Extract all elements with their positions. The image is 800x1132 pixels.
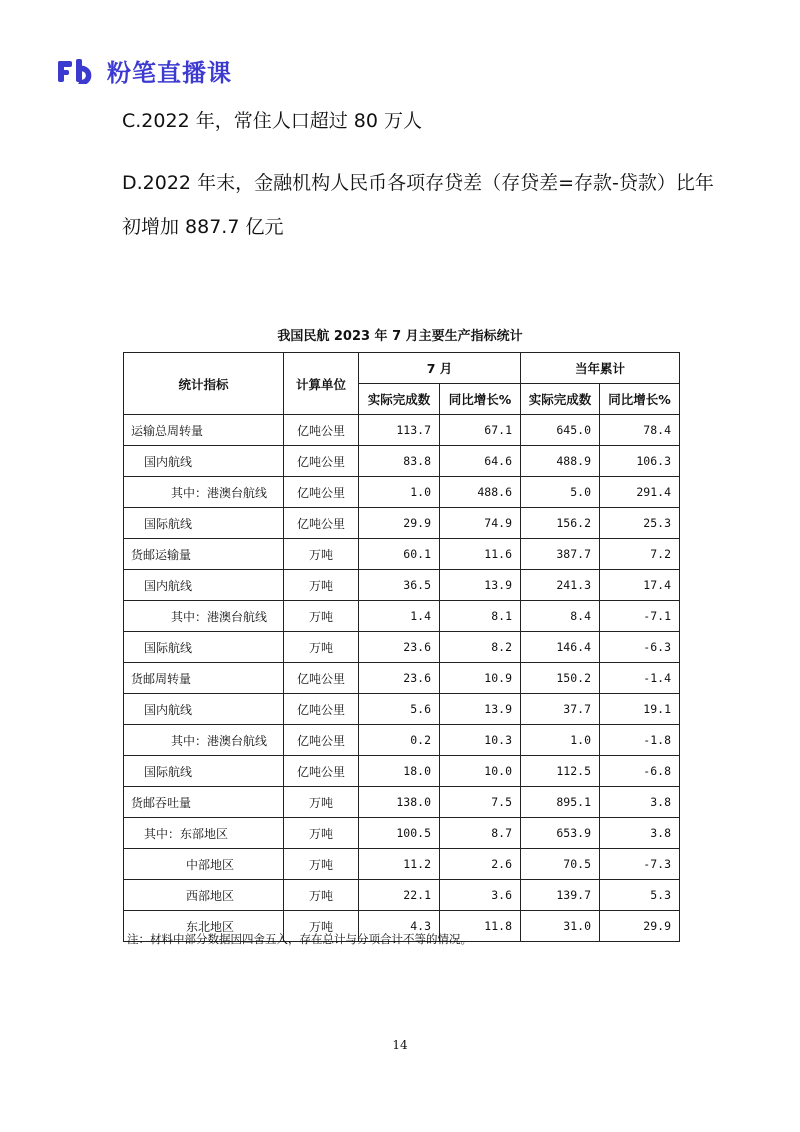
row-label: 其中：东部地区 <box>124 818 284 849</box>
cell-month-actual: 23.6 <box>359 632 440 663</box>
cell-ytd-yoy: 5.3 <box>600 880 680 911</box>
table-row <box>124 539 680 570</box>
row-unit: 万吨 <box>284 849 359 880</box>
cell-ytd-yoy: 7.2 <box>600 539 680 570</box>
cell-ytd-actual: 150.2 <box>521 663 600 694</box>
row-label: 其中：港澳台航线 <box>124 725 284 756</box>
cell-month-yoy: 488.6 <box>440 477 521 508</box>
cell-month-actual: 113.7 <box>359 415 440 446</box>
table-row <box>124 787 680 818</box>
cell-month-actual: 11.2 <box>359 849 440 880</box>
cell-ytd-yoy: 78.4 <box>600 415 680 446</box>
header-july-actual: 实际完成数 <box>359 384 440 415</box>
row-label: 中部地区 <box>124 849 284 880</box>
cell-month-yoy: 13.9 <box>440 570 521 601</box>
row-unit: 亿吨公里 <box>284 446 359 477</box>
row-unit: 亿吨公里 <box>284 477 359 508</box>
cell-month-yoy: 13.9 <box>440 694 521 725</box>
cell-ytd-yoy: 19.1 <box>600 694 680 725</box>
table-row <box>124 508 680 539</box>
cell-month-yoy: 11.8 <box>440 911 521 942</box>
cell-month-yoy: 74.9 <box>440 508 521 539</box>
table-title: 我国民航 2023 年 7 月主要生产指标统计 <box>277 329 523 344</box>
cell-month-actual: 60.1 <box>359 539 440 570</box>
cell-ytd-yoy: -7.3 <box>600 849 680 880</box>
row-unit: 亿吨公里 <box>284 756 359 787</box>
row-label: 货邮吞吐量 <box>124 787 284 818</box>
row-label: 运输总周转量 <box>124 415 284 446</box>
cell-month-actual: 36.5 <box>359 570 440 601</box>
table-row <box>124 415 680 446</box>
option-c: C.2022 年，常住人口超过 80 万人 <box>122 110 422 132</box>
row-unit: 万吨 <box>284 539 359 570</box>
cell-ytd-actual: 653.9 <box>521 818 600 849</box>
cell-month-actual: 1.0 <box>359 477 440 508</box>
option-d-line1: D.2022 年末，金融机构人民币各项存贷差（存贷差=存款-贷款）比年 <box>122 172 714 194</box>
brand-logo <box>57 53 232 88</box>
cell-month-actual: 0.2 <box>359 725 440 756</box>
cell-ytd-actual: 112.5 <box>521 756 600 787</box>
cell-ytd-actual: 895.1 <box>521 787 600 818</box>
cell-month-yoy: 3.6 <box>440 880 521 911</box>
cell-ytd-actual: 70.5 <box>521 849 600 880</box>
row-unit: 亿吨公里 <box>284 415 359 446</box>
cell-ytd-actual: 156.2 <box>521 508 600 539</box>
cell-month-actual: 4.3 <box>359 911 440 942</box>
table-row <box>124 477 680 508</box>
cell-month-actual: 5.6 <box>359 694 440 725</box>
cell-ytd-yoy: 25.3 <box>600 508 680 539</box>
table-row <box>124 601 680 632</box>
header-july-yoy: 同比增长% <box>440 384 521 415</box>
cell-month-actual: 23.6 <box>359 663 440 694</box>
cell-ytd-yoy: -6.8 <box>600 756 680 787</box>
fb-logo-icon <box>57 58 99 84</box>
row-unit: 万吨 <box>284 818 359 849</box>
cell-ytd-yoy: -1.8 <box>600 725 680 756</box>
header-july: 7 月 <box>359 353 521 384</box>
cell-ytd-actual: 8.4 <box>521 601 600 632</box>
cell-ytd-actual: 1.0 <box>521 725 600 756</box>
table-row <box>124 818 680 849</box>
header-indicator: 统计指标 <box>124 353 284 415</box>
cell-ytd-yoy: -7.1 <box>600 601 680 632</box>
table-row <box>124 570 680 601</box>
header-ytd-yoy: 同比增长% <box>600 384 680 415</box>
row-unit: 亿吨公里 <box>284 663 359 694</box>
row-label: 西部地区 <box>124 880 284 911</box>
cell-month-actual: 138.0 <box>359 787 440 818</box>
row-label: 其中：港澳台航线 <box>124 477 284 508</box>
cell-month-yoy: 8.2 <box>440 632 521 663</box>
row-unit: 亿吨公里 <box>284 508 359 539</box>
cell-month-yoy: 8.7 <box>440 818 521 849</box>
cell-month-yoy: 67.1 <box>440 415 521 446</box>
row-label: 东北地区 <box>124 911 284 942</box>
row-unit: 万吨 <box>284 601 359 632</box>
row-label: 国际航线 <box>124 508 284 539</box>
cell-month-yoy: 10.9 <box>440 663 521 694</box>
cell-ytd-actual: 31.0 <box>521 911 600 942</box>
cell-ytd-yoy: 17.4 <box>600 570 680 601</box>
row-unit: 亿吨公里 <box>284 694 359 725</box>
cell-month-yoy: 64.6 <box>440 446 521 477</box>
row-unit: 万吨 <box>284 911 359 942</box>
page-number: 14 <box>392 1038 408 1052</box>
cell-ytd-yoy: 29.9 <box>600 911 680 942</box>
cell-ytd-yoy: 106.3 <box>600 446 680 477</box>
row-label: 其中：港澳台航线 <box>124 601 284 632</box>
table-row <box>124 446 680 477</box>
row-unit: 万吨 <box>284 787 359 818</box>
cell-month-yoy: 10.0 <box>440 756 521 787</box>
table-row <box>124 880 680 911</box>
cell-month-yoy: 11.6 <box>440 539 521 570</box>
cell-ytd-yoy: -1.4 <box>600 663 680 694</box>
cell-ytd-actual: 645.0 <box>521 415 600 446</box>
header-ytd-actual: 实际完成数 <box>521 384 600 415</box>
cell-month-actual: 18.0 <box>359 756 440 787</box>
table-row <box>124 849 680 880</box>
cell-month-yoy: 7.5 <box>440 787 521 818</box>
cell-month-actual: 29.9 <box>359 508 440 539</box>
row-label: 货邮运输量 <box>124 539 284 570</box>
table-row <box>124 694 680 725</box>
cell-month-actual: 100.5 <box>359 818 440 849</box>
cell-ytd-yoy: 3.8 <box>600 787 680 818</box>
row-label: 国内航线 <box>124 570 284 601</box>
cell-ytd-yoy: -6.3 <box>600 632 680 663</box>
row-label: 国内航线 <box>124 694 284 725</box>
table-row <box>124 663 680 694</box>
row-unit: 万吨 <box>284 570 359 601</box>
row-label: 国际航线 <box>124 632 284 663</box>
cell-ytd-actual: 5.0 <box>521 477 600 508</box>
cell-ytd-actual: 139.7 <box>521 880 600 911</box>
cell-month-yoy: 10.3 <box>440 725 521 756</box>
cell-ytd-yoy: 3.8 <box>600 818 680 849</box>
row-label: 国内航线 <box>124 446 284 477</box>
cell-month-yoy: 8.1 <box>440 601 521 632</box>
cell-ytd-yoy: 291.4 <box>600 477 680 508</box>
row-unit: 万吨 <box>284 880 359 911</box>
row-label: 国际航线 <box>124 756 284 787</box>
cell-month-actual: 83.8 <box>359 446 440 477</box>
cell-month-actual: 22.1 <box>359 880 440 911</box>
cell-month-actual: 1.4 <box>359 601 440 632</box>
header-ytd: 当年累计 <box>521 353 680 384</box>
table-row <box>124 756 680 787</box>
header-unit: 计算单位 <box>284 353 359 415</box>
cell-ytd-actual: 146.4 <box>521 632 600 663</box>
cell-ytd-actual: 387.7 <box>521 539 600 570</box>
stats-table <box>123 352 680 942</box>
row-unit: 万吨 <box>284 632 359 663</box>
row-label: 货邮周转量 <box>124 663 284 694</box>
cell-ytd-actual: 488.9 <box>521 446 600 477</box>
row-unit: 亿吨公里 <box>284 725 359 756</box>
table-row <box>124 725 680 756</box>
table-note: 注：材料中部分数据因四舍五入，存在总计与分项合计不等的情况。 <box>127 932 472 946</box>
cell-ytd-actual: 241.3 <box>521 570 600 601</box>
cell-ytd-actual: 37.7 <box>521 694 600 725</box>
table-row <box>124 632 680 663</box>
option-d-line2: 初增加 887.7 亿元 <box>122 216 284 238</box>
cell-month-yoy: 2.6 <box>440 849 521 880</box>
logo-text: 粉笔直播课 <box>107 59 232 87</box>
